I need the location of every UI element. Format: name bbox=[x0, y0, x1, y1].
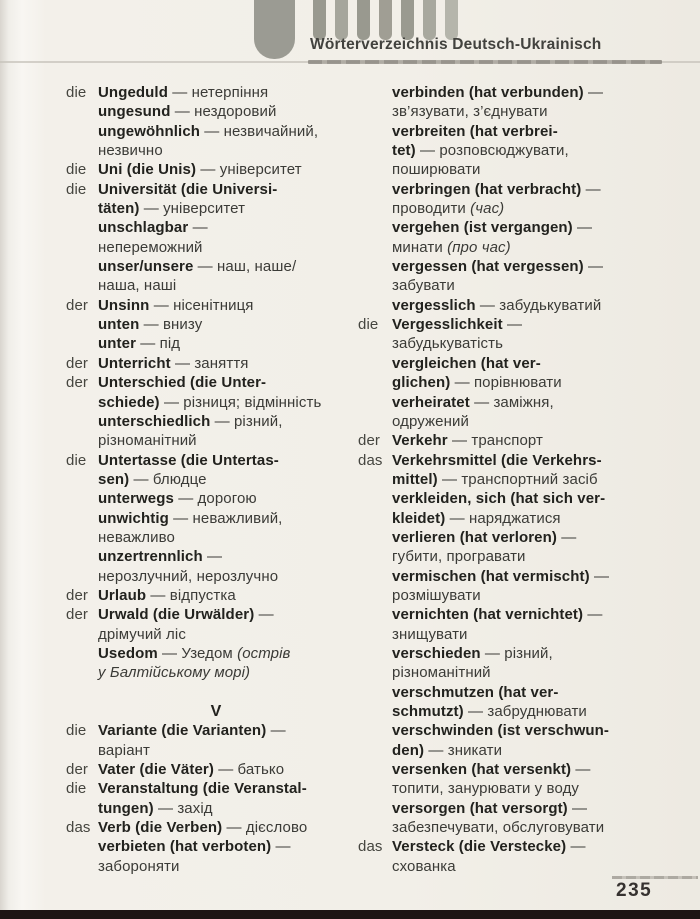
line-text: Vergesslichkeit — bbox=[392, 316, 523, 334]
article-label bbox=[358, 625, 392, 644]
article-label bbox=[358, 779, 392, 798]
line-text: знищувати bbox=[392, 625, 468, 643]
line-text: нерозлучний, нерозлучно bbox=[98, 567, 279, 585]
article-label bbox=[358, 296, 392, 315]
dictionary-entry-line bbox=[358, 354, 694, 373]
article-label bbox=[358, 741, 392, 760]
line-text: unser/unsere — наш, наше/ bbox=[98, 258, 297, 276]
line-text: unten — внизу bbox=[98, 316, 203, 334]
line-text: vergesslich — забудькуватий bbox=[392, 296, 602, 314]
article-label bbox=[358, 160, 392, 179]
line-text: kleidet) — наряджатися bbox=[392, 509, 561, 527]
article-label bbox=[66, 199, 98, 218]
article-label: der bbox=[66, 586, 88, 604]
dictionary-entry-line bbox=[66, 625, 366, 644]
dictionary-entry-line bbox=[358, 218, 694, 237]
dictionary-entry-line bbox=[66, 354, 366, 373]
dictionary-entry-line bbox=[66, 528, 366, 547]
dictionary-entry-line bbox=[358, 760, 694, 779]
article-label: der bbox=[66, 761, 88, 779]
dictionary-entry-line bbox=[66, 296, 366, 315]
line-text: різноманітний bbox=[392, 664, 491, 682]
article-label bbox=[66, 122, 98, 141]
line-text: den) — зникати bbox=[392, 741, 503, 759]
article-label bbox=[358, 857, 392, 876]
article-label: der bbox=[66, 354, 88, 372]
article-label bbox=[358, 489, 392, 508]
line-text: verheiratet — заміжня, bbox=[392, 393, 554, 411]
article-label bbox=[358, 180, 392, 199]
dictionary-entry-line bbox=[66, 238, 366, 257]
dictionary-entry-line bbox=[358, 857, 694, 876]
line-text: Unsinn — нісенітниця bbox=[98, 296, 254, 314]
line-text: забезпечувати, обслуговувати bbox=[392, 819, 605, 837]
article-label: die bbox=[66, 84, 87, 101]
section-letter-heading bbox=[66, 702, 366, 721]
article-label bbox=[358, 683, 392, 702]
article-label bbox=[358, 199, 392, 218]
line-text: unterschiedlich — різний, bbox=[98, 412, 283, 430]
line-text: незвично bbox=[98, 142, 163, 160]
article-label bbox=[66, 489, 98, 508]
page-title: Wörterverzeichnis Deutsch-Ukrainisch bbox=[310, 36, 602, 53]
dictionary-entry-line bbox=[66, 199, 366, 218]
dictionary-entry-line bbox=[66, 257, 366, 276]
article-label bbox=[66, 663, 98, 682]
article-label bbox=[358, 141, 392, 160]
dictionary-entry-line bbox=[358, 83, 694, 102]
article-label bbox=[66, 412, 98, 431]
dictionary-entry-line bbox=[358, 663, 694, 682]
line-text: непереможний bbox=[98, 238, 203, 256]
dictionary-entry-line bbox=[358, 605, 694, 624]
line-text: різноманітний bbox=[98, 432, 197, 450]
dictionary-entry-line bbox=[358, 818, 694, 837]
dictionary-entry-line bbox=[66, 470, 366, 489]
line-text: Unterschied (die Unter- bbox=[98, 374, 267, 392]
dictionary-entry-line bbox=[358, 393, 694, 412]
line-text: verbreiten (hat verbrei- bbox=[392, 122, 558, 140]
dictionary-entry-line bbox=[66, 509, 366, 528]
line-text: vernichten (hat vernichtet) — bbox=[392, 606, 603, 624]
article-label bbox=[358, 276, 392, 295]
article-label bbox=[66, 141, 98, 160]
line-text: verschmutzen (hat ver- bbox=[392, 683, 559, 701]
binding-bar bbox=[335, 0, 348, 40]
dictionary-entry-line bbox=[66, 605, 366, 624]
line-text: зв’язувати, з’єднувати bbox=[392, 103, 548, 121]
article-label bbox=[66, 625, 98, 644]
dictionary-entry-line bbox=[66, 779, 366, 798]
article-label bbox=[358, 818, 392, 837]
dictionary-entry-line bbox=[358, 528, 694, 547]
line-text: verbinden (hat verbunden) — bbox=[392, 84, 604, 101]
article-label bbox=[66, 509, 98, 528]
article-label bbox=[358, 218, 392, 237]
line-text: unterwegs — дорогою bbox=[98, 490, 257, 508]
binding-bar bbox=[379, 0, 392, 40]
article-label: die bbox=[66, 780, 87, 798]
line-text: Verkehrsmittel (die Verkehrs- bbox=[392, 451, 602, 469]
dictionary-entry-line bbox=[358, 489, 694, 508]
dictionary-entry-line bbox=[66, 218, 366, 237]
article-label bbox=[66, 431, 98, 450]
dictionary-entry-line bbox=[358, 644, 694, 663]
line-text: versenken (hat versenkt) — bbox=[392, 761, 591, 779]
dictionary-entry-line bbox=[66, 857, 366, 876]
dictionary-entry-line bbox=[358, 257, 694, 276]
article-label bbox=[66, 857, 98, 876]
dictionary-entry-line bbox=[358, 741, 694, 760]
dictionary-entry-line bbox=[358, 276, 694, 295]
right-column bbox=[358, 83, 694, 876]
binding-bar bbox=[357, 0, 370, 40]
line-text: минати (про час) bbox=[392, 238, 511, 256]
left-column bbox=[66, 83, 366, 876]
line-text: mittel) — транспортний засіб bbox=[392, 470, 598, 488]
line-text: täten) — університет bbox=[98, 200, 246, 218]
dictionary-entry-line bbox=[358, 180, 694, 199]
article-label: der bbox=[66, 606, 88, 624]
dictionary-entry-line bbox=[66, 83, 366, 102]
line-text: одружений bbox=[392, 412, 469, 430]
dictionary-entry-line bbox=[66, 180, 366, 199]
dictionary-entry-line bbox=[358, 412, 694, 431]
dictionary-entry-line bbox=[66, 818, 366, 837]
binding-bar bbox=[423, 0, 436, 40]
dictionary-entry-line bbox=[66, 644, 366, 663]
dictionary-entry-line bbox=[66, 799, 366, 818]
line-text: Urlaub — відпустка bbox=[98, 586, 236, 604]
dictionary-entry-line bbox=[66, 760, 366, 779]
article-label bbox=[358, 760, 392, 779]
footer-rule bbox=[612, 876, 698, 879]
line-text: Usedom — Узедом (острів bbox=[98, 644, 291, 662]
article-label: das bbox=[358, 451, 383, 469]
article-label: die bbox=[66, 180, 87, 198]
dictionary-entry-line bbox=[358, 567, 694, 586]
line-text: verschieden — різний, bbox=[392, 644, 553, 662]
article-label bbox=[66, 644, 98, 663]
dictionary-entry-line bbox=[358, 470, 694, 489]
line-text: Verkehr — транспорт bbox=[392, 432, 543, 450]
dictionary-entry-line bbox=[358, 547, 694, 566]
line-text: vergehen (ist vergangen) — bbox=[392, 219, 593, 237]
line-text: Veranstaltung (die Veranstal- bbox=[98, 780, 307, 798]
line-text: Urwald (die Urwälder) — bbox=[98, 606, 274, 624]
line-text: Variante (die Varianten) — bbox=[98, 722, 286, 740]
article-label bbox=[66, 315, 98, 334]
line-text: Ungeduld — нетерпіння bbox=[98, 84, 269, 101]
article-label bbox=[358, 470, 392, 489]
article-label bbox=[358, 393, 392, 412]
line-text: топити, занурювати у воду bbox=[392, 780, 580, 798]
dictionary-entry-line bbox=[66, 547, 366, 566]
dictionary-entry-line bbox=[66, 431, 366, 450]
article-label bbox=[358, 238, 392, 257]
article-label bbox=[66, 276, 98, 295]
article-label: das bbox=[66, 819, 91, 837]
line-text: vergessen (hat vergessen) — bbox=[392, 258, 604, 276]
line-text: schiede) — різниця; відмінність bbox=[98, 393, 322, 411]
article-label: der bbox=[66, 296, 88, 314]
dictionary-entry-line bbox=[358, 122, 694, 141]
dictionary-entry-line bbox=[358, 141, 694, 160]
dictionary-entry-line bbox=[66, 122, 366, 141]
dictionary-entry-line bbox=[66, 837, 366, 856]
dictionary-entry-line bbox=[66, 412, 366, 431]
article-label bbox=[66, 102, 98, 121]
line-text: поширювати bbox=[392, 161, 481, 179]
dictionary-entry-line bbox=[66, 160, 366, 179]
dictionary-entry-line bbox=[358, 683, 694, 702]
dictionary-entry-line bbox=[358, 837, 694, 856]
dictionary-entry-line bbox=[358, 779, 694, 798]
dictionary-entry-line bbox=[66, 315, 366, 334]
article-label bbox=[66, 528, 98, 547]
line-text: unwichtig — неважливий, bbox=[98, 509, 283, 527]
line-text: ungewöhnlich — незвичайний, bbox=[98, 122, 319, 140]
article-label bbox=[358, 799, 392, 818]
line-text: verbieten (hat verboten) — bbox=[98, 838, 291, 856]
dictionary-entry-line bbox=[358, 199, 694, 218]
line-text: ungesund — нездоровий bbox=[98, 103, 277, 121]
dictionary-entry-line bbox=[66, 334, 366, 353]
dictionary-entry-line bbox=[358, 451, 694, 470]
article-label bbox=[358, 83, 392, 102]
line-text: schmutzt) — забруднювати bbox=[392, 703, 587, 720]
article-label bbox=[66, 257, 98, 276]
article-label bbox=[66, 470, 98, 489]
dictionary-entry-line bbox=[66, 393, 366, 412]
article-label bbox=[358, 644, 392, 663]
dictionary-entry-line bbox=[66, 567, 366, 586]
line-text: схованка bbox=[392, 857, 456, 875]
line-text: V bbox=[210, 703, 222, 720]
line-text: verbringen (hat verbracht) — bbox=[392, 180, 601, 198]
dictionary-entry-line bbox=[358, 721, 694, 740]
article-label bbox=[358, 257, 392, 276]
article-label bbox=[358, 412, 392, 431]
line-text: Versteck (die Verstecke) — bbox=[392, 838, 586, 856]
dictionary-entry-line bbox=[358, 102, 694, 121]
line-text: glichen) — порівнювати bbox=[392, 374, 562, 392]
line-text: unter — під bbox=[98, 335, 181, 353]
line-text: versorgen (hat versorgt) — bbox=[392, 799, 588, 817]
article-label bbox=[358, 605, 392, 624]
dictionary-entry-line bbox=[358, 160, 694, 179]
dictionary-entry-line bbox=[66, 721, 366, 740]
line-text: Universität (die Universi- bbox=[98, 180, 278, 198]
article-label bbox=[66, 334, 98, 353]
line-text: Vater (die Väter) — батько bbox=[98, 761, 285, 779]
page-bottom-edge bbox=[0, 910, 700, 919]
line-text: неважливо bbox=[98, 528, 175, 546]
binding-bar bbox=[313, 0, 326, 40]
article-label bbox=[66, 741, 98, 760]
line-text: проводити (час) bbox=[392, 200, 505, 218]
line-text: забувати bbox=[392, 277, 455, 295]
header-rule-accent bbox=[308, 60, 662, 64]
line-text: забороняти bbox=[98, 857, 180, 875]
article-label bbox=[358, 586, 392, 605]
dictionary-entry-line bbox=[358, 431, 694, 450]
line-text: Verb (die Verben) — дієслово bbox=[98, 819, 308, 837]
dictionary-entry-line bbox=[66, 373, 366, 392]
binding-bars bbox=[313, 0, 458, 40]
article-label bbox=[358, 334, 392, 353]
line-text: vergleichen (hat ver- bbox=[392, 354, 541, 372]
dictionary-entry-line bbox=[66, 141, 366, 160]
dictionary-entry-line bbox=[358, 509, 694, 528]
article-label bbox=[66, 547, 98, 566]
article-label bbox=[358, 702, 392, 721]
dictionary-entry-line bbox=[66, 663, 366, 682]
dictionary-entry-line bbox=[66, 276, 366, 295]
article-label bbox=[358, 567, 392, 586]
article-label bbox=[66, 799, 98, 818]
line-text: Untertasse (die Untertas- bbox=[98, 451, 279, 469]
line-text: розмішувати bbox=[392, 586, 481, 604]
article-label bbox=[358, 509, 392, 528]
article-label bbox=[66, 837, 98, 856]
binding-bar bbox=[401, 0, 414, 40]
article-label bbox=[66, 238, 98, 257]
article-label bbox=[358, 528, 392, 547]
dictionary-entry-line bbox=[358, 625, 694, 644]
line-text: наша, наші bbox=[98, 277, 177, 295]
line-text: Unterricht — заняття bbox=[98, 354, 249, 372]
line-text: verkleiden, sich (hat sich ver- bbox=[392, 490, 606, 508]
line-text: unschlagbar — bbox=[98, 219, 208, 237]
blank-line bbox=[66, 683, 366, 702]
line-text: забудькуватість bbox=[392, 335, 503, 353]
binding-bar bbox=[445, 0, 458, 40]
article-label: die bbox=[66, 161, 87, 179]
line-text: verschwinden (ist verschwun- bbox=[392, 722, 610, 740]
line-text: tungen) — захід bbox=[98, 799, 213, 817]
article-label bbox=[358, 663, 392, 682]
article-label bbox=[358, 354, 392, 373]
line-text: verlieren (hat verloren) — bbox=[392, 528, 577, 546]
article-label: die bbox=[358, 316, 379, 334]
dictionary-entry-line bbox=[66, 102, 366, 121]
dictionary-entry-line bbox=[358, 296, 694, 315]
article-label: der bbox=[358, 432, 380, 450]
article-label: das bbox=[358, 838, 383, 856]
article-label bbox=[358, 122, 392, 141]
binding-tab bbox=[254, 0, 295, 59]
article-label bbox=[358, 721, 392, 740]
line-text: Uni (die Unis) — університет bbox=[98, 161, 302, 179]
article-label bbox=[358, 102, 392, 121]
article-label bbox=[66, 218, 98, 237]
article-label bbox=[358, 373, 392, 392]
line-text: варіант bbox=[98, 741, 151, 759]
dictionary-entry-line bbox=[358, 373, 694, 392]
dictionary-entry-line bbox=[358, 238, 694, 257]
article-label bbox=[66, 567, 98, 586]
dictionary-entry-line bbox=[358, 315, 694, 334]
article-label bbox=[358, 547, 392, 566]
dictionary-entry-line bbox=[66, 741, 366, 760]
line-text: unzertrennlich — bbox=[98, 548, 223, 566]
page-number: 235 bbox=[616, 880, 653, 901]
line-text: sen) — блюдце bbox=[98, 470, 207, 488]
dictionary-entry-line bbox=[66, 586, 366, 605]
article-label: der bbox=[66, 374, 88, 392]
article-label: die bbox=[66, 451, 87, 469]
article-label: die bbox=[66, 722, 87, 740]
dictionary-entry-line bbox=[358, 334, 694, 353]
line-text: губити, програвати bbox=[392, 548, 526, 566]
dictionary-entry-line bbox=[358, 799, 694, 818]
dictionary-entry-line bbox=[358, 586, 694, 605]
line-text: tet) — розповсюджувати, bbox=[392, 142, 569, 160]
article-label bbox=[66, 393, 98, 412]
line-text: дрімучий ліс bbox=[98, 625, 186, 643]
dictionary-entry-line bbox=[66, 451, 366, 470]
line-text: у Балтійському морі) bbox=[98, 664, 251, 682]
line-text: vermischen (hat vermischt) — bbox=[392, 567, 610, 585]
dictionary-entry-line bbox=[358, 702, 694, 721]
dictionary-entry-line bbox=[66, 489, 366, 508]
